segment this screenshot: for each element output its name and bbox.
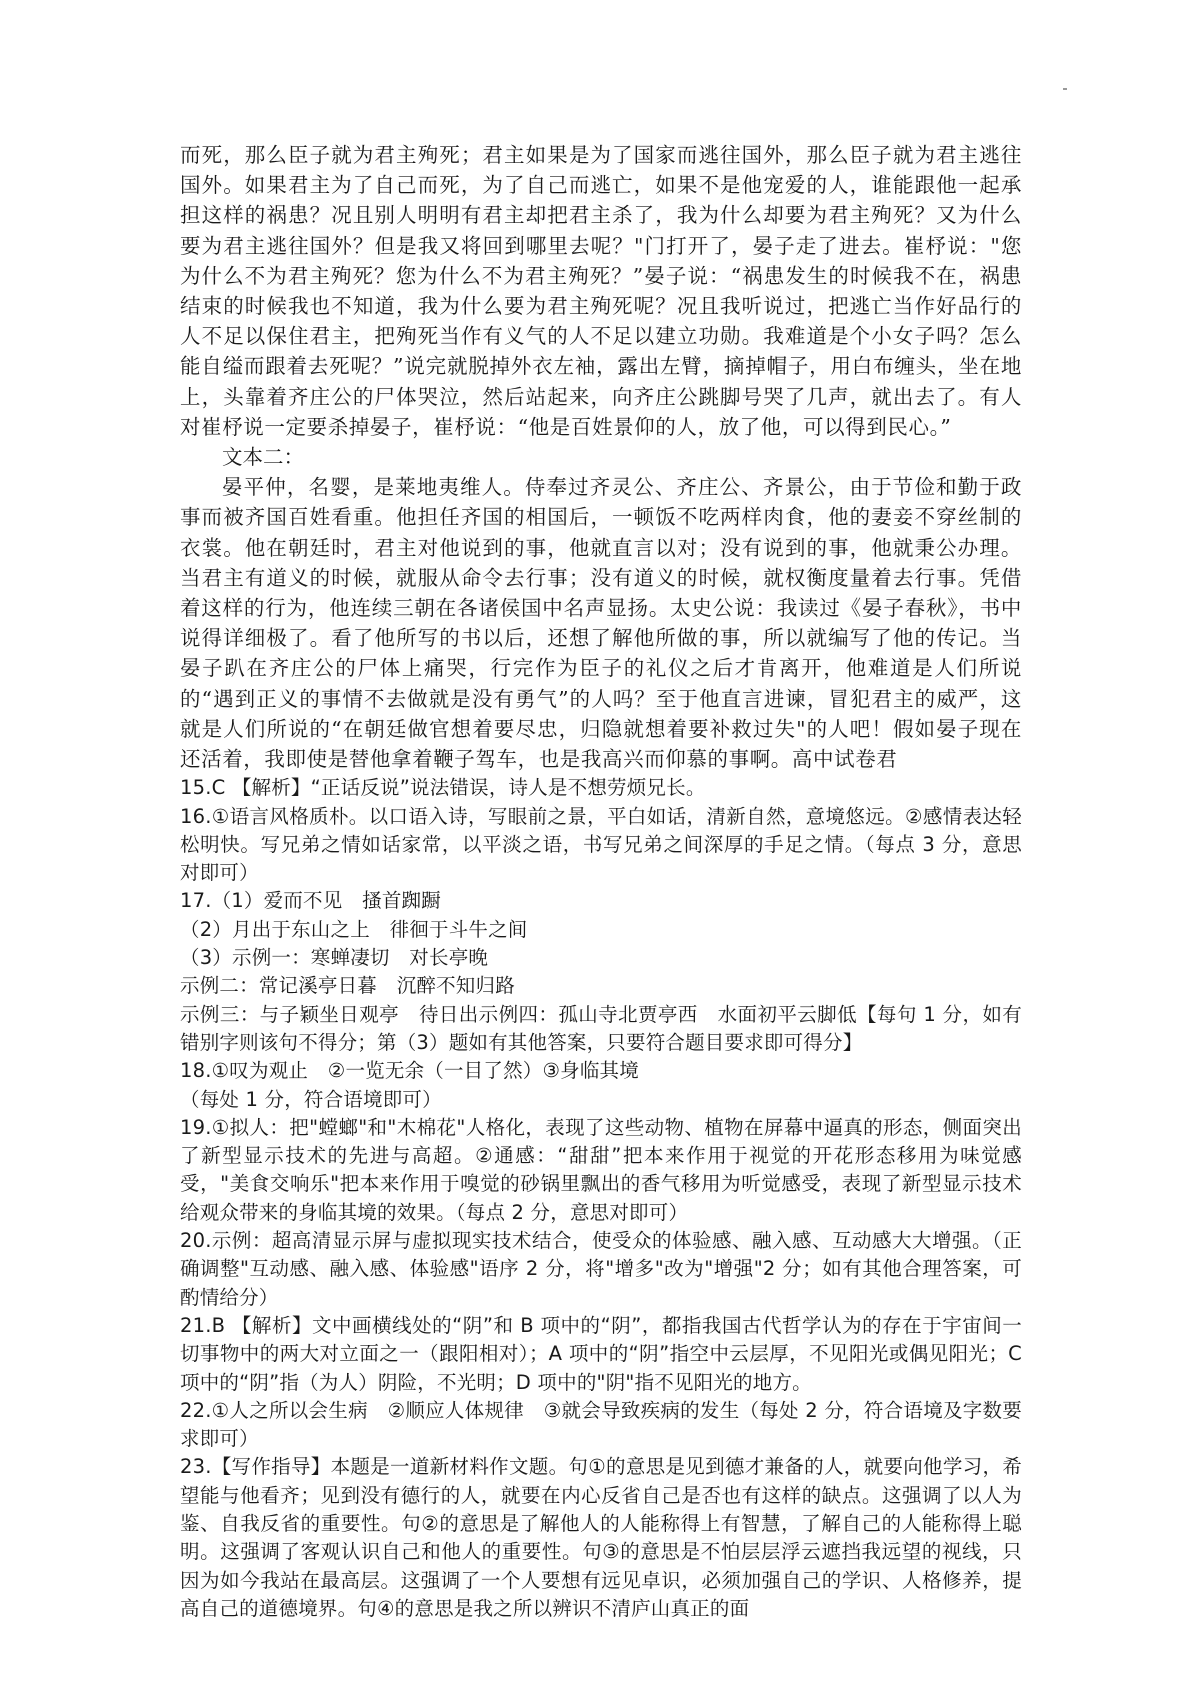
answer-15: 15.C 【解析】“正话反说”说法错误，诗人是不想劳烦兄长。 <box>180 776 706 800</box>
answer-21: 21.B 【解析】文中画横线处的“阴”和 B 项中的“阴”，都指我国古代哲学认为的存在于宇宙间一切事物中的两大对立面之一（跟阳相对）；A 项中的“阴”指空中云层厚，不见阳光或偶见阳光；C 项中的“阴”指（为人）阴险，不光明；D 项中的"阴"指不见阳光的地方。 <box>180 1313 1022 1394</box>
answer-17-line3: （3）示例一：寒蝉凄切 对长亭晚 <box>180 946 489 970</box>
answer-23: 23.【写作指导】本题是一道新材料作文题。句①的意思是见到德才兼备的人，就要向他学习，希望能与他看齐；见到没有德行的人，就要在内心反省自己是否也有这样的缺点。这强调了以人为鉴、自我反省的重要性。句②的意思是了解他人的人能称得上有智慧，了解自己的人能称得上聪明。这强调了客观认识自己和他人的重要性。句③的意思是不怕层层浮云遮挡我远望的视线，只因为如今我站在最高层。这强调了一个人要想有远见卓识，必须加强自己的学识、人格修养，提高自己的道德境界。句④的意思是我之所以辨识不清庐山真正的面 <box>180 1455 1022 1620</box>
answer-18-line1: 18.①叹为观止 ②一览无余（一目了然）③身临其境 <box>180 1059 639 1083</box>
passage-translation-text1: 而死，那么臣子就为君主殉死；君主如果是为了国家而逃往国外，那么臣子就为君主逃往国外。如果君主为了自己而死，为了自己而逃亡，如果不是他宠爱的人，谁能跟他一起承担这样的祸患？况且别人明明有君主却把君主杀了，我为什么却要为君主殉死？又为什么要为君主逃往国外？但是我又将回到哪里去呢？"门打开了，晏子走了进去。崔杼说："您为什么不为君主殉死？您为什么不为君主殉死？”晏子说：“祸患发生的时候我不在，祸患结束的时候我也不知道，我为什么要为君主殉死呢？况且我听说过，把逃亡当作好品行的人不足以保住君主，把殉死当作有义气的人不足以建立功勋。我难道是个小女子吗？怎么能自缢而跟着去死呢？”说完就脱掉外衣左袖，露出左臂，摘掉帽子，用白布缠头，坐在地上，头靠着齐庄公的尸体哭泣，然后站起来，向齐庄公跳脚号哭了几声，就出去了。有人对崔杼说一定要杀掉晏子，崔杼说：“他是百姓景仰的人，放了他，可以得到民心。” <box>180 143 1022 439</box>
answer-20: 20.示例：超高清显示屏与虚拟现实技术结合，使受众的体验感、融入感、互动感大大增强。（正确调整"互动感、融入感、体验感"语序 2 分，将"增多"改为"增强"2 分；如有其他合理答案，可酌情给分） <box>180 1229 1022 1309</box>
answer-22: 22.①人之所以会生病 ②顺应人体规律 ③就会导致疾病的发生（每处 2 分，符合语境及字数要求即可） <box>180 1398 1022 1451</box>
answer-17-line4: 示例二：常记溪亭日暮 沉醉不知归路 <box>180 974 515 998</box>
answer-17-line5: 示例三：与子颖坐日观亭 待日出示例四：孤山寺北贾亭西 水面初平云脚低【每句 1 分，如有错别字则该句不得分；第（3）题如有其他答案，只要符合题目要求即可得分】 <box>180 1002 1022 1054</box>
answer-18-line2: （每处 1 分，符合语境即可） <box>180 1087 442 1111</box>
scan-mark <box>1063 88 1067 90</box>
text2-label: 文本二： <box>222 445 304 470</box>
answer-19: 19.①拟人：把"螳螂"和"木棉花"人格化，表现了这些动物、植物在屏幕中逼真的形态，侧面突出了新型显示技术的先进与高超。②通感：“甜甜”把本来作用于视觉的开花形态移用为味觉感受，"美食交响乐"把本来作用于嗅觉的砂锅里飘出的香气移用为听觉感受，表现了新型显示技术给观众带来的身临其境的效果。（每点 2 分，意思对即可） <box>180 1115 1022 1224</box>
document-page <box>180 140 1022 1623</box>
answer-17-line2: （2）月出于东山之上 徘徊于斗牛之间 <box>180 917 528 941</box>
answer-17-line1: 17.（1）爱而不见 搔首踟蹰 <box>180 889 441 913</box>
passage-translation-text2: 晏平仲，名婴，是莱地夷维人。侍奉过齐灵公、齐庄公、齐景公，由于节俭和勤于政事而被齐国百姓看重。他担任齐国的相国后，一顿饭不吃两样肉食，他的妻妾不穿丝制的衣裳。他在朝廷时，君主对他说到的事，他就直言以对；没有说到的事，他就秉公办理。当君主有道义的时候，就服从命令去行事；没有道义的时候，就权衡度量着去行事。凭借着这样的行为，他连续三朝在各诸侯国中名声显扬。太史公说：我读过《晏子春秋》，书中说得详细极了。看了他所写的书以后，还想了解他所做的事，所以就编写了他的传记。当晏子趴在齐庄公的尸体上痛哭，行完作为臣子的礼仪之后才肯离开，他难道是人们所说的“遇到正义的事情不去做就是没有勇气”的人吗？至于他直言进谏，冒犯君主的威严，这就是人们所说的“在朝廷做官想着要尽忠，归隐就想着要补救过失"的人吧！假如晏子现在还活着，我即使是替他拿着鞭子驾车，也是我高兴而仰慕的事啊。高中试卷君 <box>180 475 1022 772</box>
answer-16: 16.①语言风格质朴。以口语入诗，写眼前之景，平白如话，清新自然，意境悠远。②感情表达轻松明快。写兄弟之情如话家常，以平淡之语，书写兄弟之间深厚的手足之情。（每点 3 分，意思对即可） <box>180 804 1022 885</box>
